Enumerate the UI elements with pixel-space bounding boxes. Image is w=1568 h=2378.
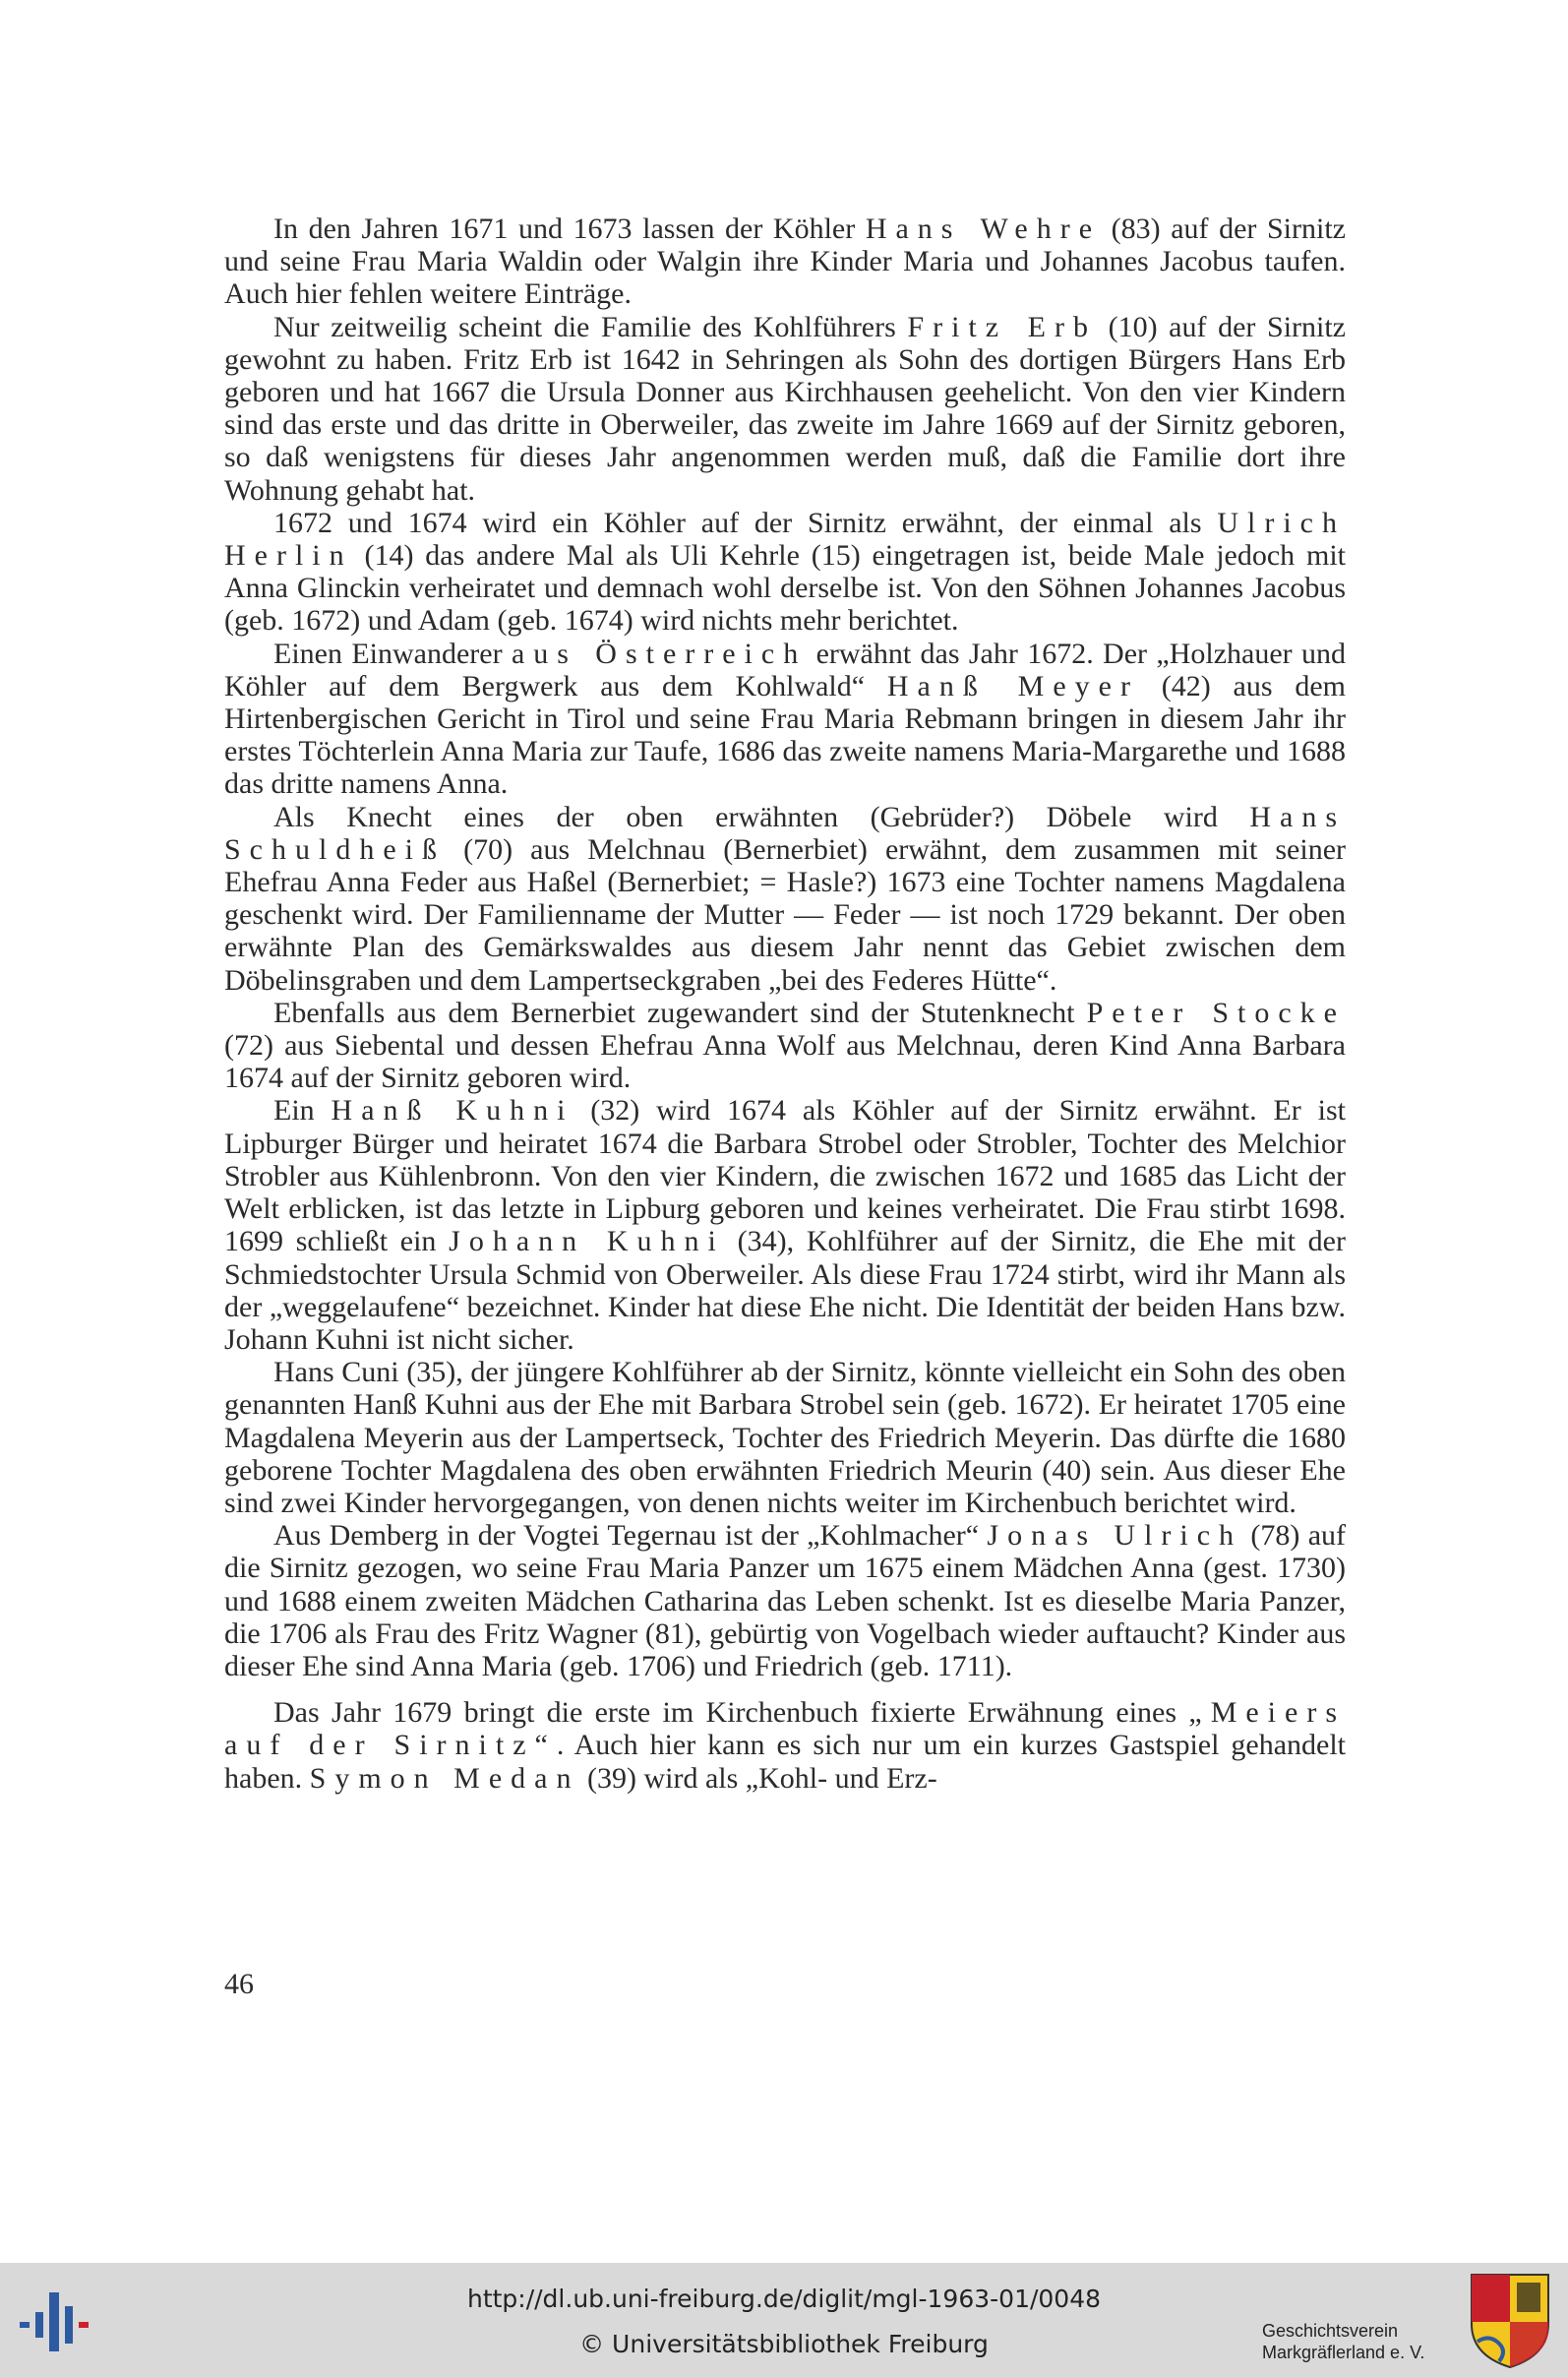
spaced-name: Hanß Meyer bbox=[886, 669, 1139, 702]
text-run: Das Jahr 1679 bringt die erste im Kirchenbuch fixierte Erwähnung eines bbox=[273, 1696, 1189, 1730]
text-run: Ebenfalls aus dem Bernerbiet zugewandert sind der Stutenknecht bbox=[273, 996, 1087, 1029]
text-run: (72) aus Siebental und dessen Ehefrau Anna Wolf aus Melchnau, deren Kind Anna Barbara 1674 auf der Sirnitz geboren wird. bbox=[224, 1029, 1346, 1095]
text-run: Hans Cuni (35), der jüngere Kohlführer ab der Sirnitz, könnte vielleicht ein Sohn des oben genannten Hanß Kuhni aus der Ehe mit Barbara Strobel sein (geb. 1672). Er heiratet 1705 eine Magdalena Meyerin aus der Lampertseck, Tochter des Friedrich Meyerin. Das dürfte die 1680 geborene Tochter Magdalena des oben erwähnten Friedrich Meurin (40) sein. Aus dieser Ehe sind zwei Kinder hervorgegangen, von denen nichts weiter im Kirchenbuch berichtet wird. bbox=[224, 1356, 1346, 1519]
text-run: erwähnt das Jahr 1672. Der „Holzhauer und Köhler auf dem Bergwerk aus dem Kohlwald“ bbox=[224, 637, 1346, 702]
spaced-name: aus Österreich bbox=[511, 637, 808, 670]
text-run: Einen Einwanderer bbox=[273, 637, 512, 670]
text-run: (14) das andere Mal als Uli Kehrle (15) eingetragen ist, beide Male jedoch mit Anna Glinckin verheiratet und demnach wohl derselbe ist. Von den Söhnen Johannes Jacobus (geb. 1672) und Adam (geb. 1674) wird nichts mehr berichtet. bbox=[224, 539, 1346, 638]
spaced-name: Johann Kuhni bbox=[449, 1225, 725, 1258]
society-name bbox=[1262, 2320, 1459, 2363]
spaced-name: Hans Wehre bbox=[865, 213, 1102, 245]
text-run: Aus Demberg in der Vogtei Tegernau ist der „Kohlmacher“ bbox=[273, 1519, 988, 1553]
spaced-name: Hanß Kuhni bbox=[331, 1094, 574, 1128]
spaced-name: Peter Stocke bbox=[1086, 996, 1346, 1029]
spaced-name: Symon Medan bbox=[309, 1761, 580, 1795]
footer-url[interactable]: http://dl.ub.uni-freiburg.de/diglit/mgl-1963-01/0048 bbox=[466, 2285, 1102, 2313]
paragraph bbox=[224, 1519, 1346, 1682]
text-run: (39) wird als „Kohl- und Erz- bbox=[579, 1761, 937, 1795]
text-run: Nur zeitweilig scheint die Familie des Kohlführers bbox=[273, 310, 908, 343]
spaced-name: Jonas Ulrich bbox=[987, 1519, 1243, 1553]
text-run: Ein bbox=[273, 1094, 332, 1128]
markgraeflerland-crest-icon bbox=[1470, 2273, 1550, 2369]
footer-copyright: © Universitätsbibliothek Freiburg bbox=[579, 2330, 989, 2358]
text-run: In den Jahren 1671 und 1673 lassen der Köhler bbox=[273, 213, 866, 245]
paragraph bbox=[224, 801, 1346, 997]
paragraph bbox=[224, 311, 1346, 507]
paragraph bbox=[224, 213, 1346, 311]
text-run: (78) auf die Sirnitz gezogen, wo seine Frau Maria Panzer um 1675 einem Mädchen Anna (gest. 1730) und 1688 einem zweiten Mädchen Catharina das Leben schenkt. Ist es dieselbe Maria Panzer, die 1706 als Frau des Fritz Wagner (81), gebürtig von Vogelbach wieder auftaucht? Kinder aus dieser Ehe sind Anna Maria (geb. 1706) und Friedrich (geb. 1711). bbox=[224, 1519, 1346, 1682]
text-run: 1672 und 1674 wird ein Köhler auf der Sirnitz erwähnt, der einmal als bbox=[273, 506, 1218, 539]
spaced-name: „Meiers auf der Sirnitz“ bbox=[224, 1696, 1346, 1762]
paragraph bbox=[224, 997, 1346, 1095]
spaced-name: Fritz Erb bbox=[907, 310, 1097, 343]
text-run: (32) wird 1674 als Köhler auf der Sirnitz erwähnt. Er ist Lipburger Bürger und heiratet 1674 die Barbara Strobel oder Strobler, Tochter des Melchior Strobler aus Kühlenbronn. Von den vier Kindern, die zwischen 1672 und 1685 das Licht der Welt erblicken, ist das letzte in Lipburg geboren und keines verheiratet. Die Frau stirbt 1698. 1699 schließt ein bbox=[224, 1094, 1346, 1258]
body-text bbox=[224, 213, 1346, 1795]
page-number: 46 bbox=[224, 1968, 254, 2000]
paragraph bbox=[224, 1696, 1346, 1795]
text-run: (42) aus dem Hirtenbergischen Gericht in Tirol und seine Frau Maria Rebmann bringen in diesem Jahr ihr erstes Töchterlein Anna Maria zur Taufe, 1686 das zweite namens Maria-Margarethe und 1688 das dritte namens Anna. bbox=[224, 669, 1346, 801]
spaced-name: Hans Schuldheiß bbox=[224, 800, 1346, 866]
paragraph bbox=[224, 638, 1346, 801]
footer-bar bbox=[0, 2263, 1568, 2378]
society-line-1: Geschichtsverein bbox=[1262, 2321, 1399, 2341]
text-run: (10) auf der Sirnitz gewohnt zu haben. Fritz Erb ist 1642 in Sehringen als Sohn des dortigen Bürgers Hans Erb geboren und hat 1667 die Ursula Donner aus Kirchhausen geehelicht. Von den vier Kindern sind das erste und das dritte in Oberweiler, das zweite im Jahre 1669 auf der Sirnitz geboren, so daß wenigstens für dieses Jahr angenommen werden muß, daß die Familie dort ihre Wohnung gehabt hat. bbox=[224, 310, 1346, 507]
text-run: . Auch hier kann es sich nur um ein kurzes Gastspiel gehandelt haben. bbox=[224, 1729, 1347, 1795]
text-run: (83) auf der Sirnitz und seine Frau Maria Waldin oder Walgin ihre Kinder Maria und Johannes Jacobus taufen. Auch hier fehlen weitere Einträge. bbox=[224, 213, 1346, 311]
paragraph bbox=[224, 1094, 1346, 1356]
spaced-name: Ulrich Herlin bbox=[224, 506, 1346, 573]
paragraph bbox=[224, 507, 1346, 638]
paragraph bbox=[224, 1356, 1346, 1519]
society-line-2: Markgräflerland e. V. bbox=[1262, 2343, 1425, 2362]
text-run: (34), Kohlführer auf der Sirnitz, die Ehe mit der Schmiedstochter Ursula Schmid von Oberweiler. Als diese Frau 1724 stirbt, wird ihr Mann als der „weggelaufene“ bezeichnet. Kinder hat diese Ehe nicht. Die Identität der beiden Hans bzw. Johann Kuhni ist nicht sicher. bbox=[224, 1225, 1346, 1356]
text-run: (70) aus Melchnau (Bernerbiet) erwähnt, dem zusammen mit seiner Ehefrau Anna Feder aus Haßel (Bernerbiet; = Hasle?) 1673 eine Tochter namens Magdalena geschenkt wird. Der Familienname der Mutter — Feder — ist noch 1729 bekannt. Der oben erwähnte Plan des Gemärkswaldes aus diesem Jahr nennt das Gebiet zwischen dem Döbelinsgraben und dem Lampertseckgraben „bei des Federes Hütte“. bbox=[224, 832, 1346, 997]
text-run: Als Knecht eines der oben erwähnten (Gebrüder?) Döbele wird bbox=[273, 800, 1250, 833]
